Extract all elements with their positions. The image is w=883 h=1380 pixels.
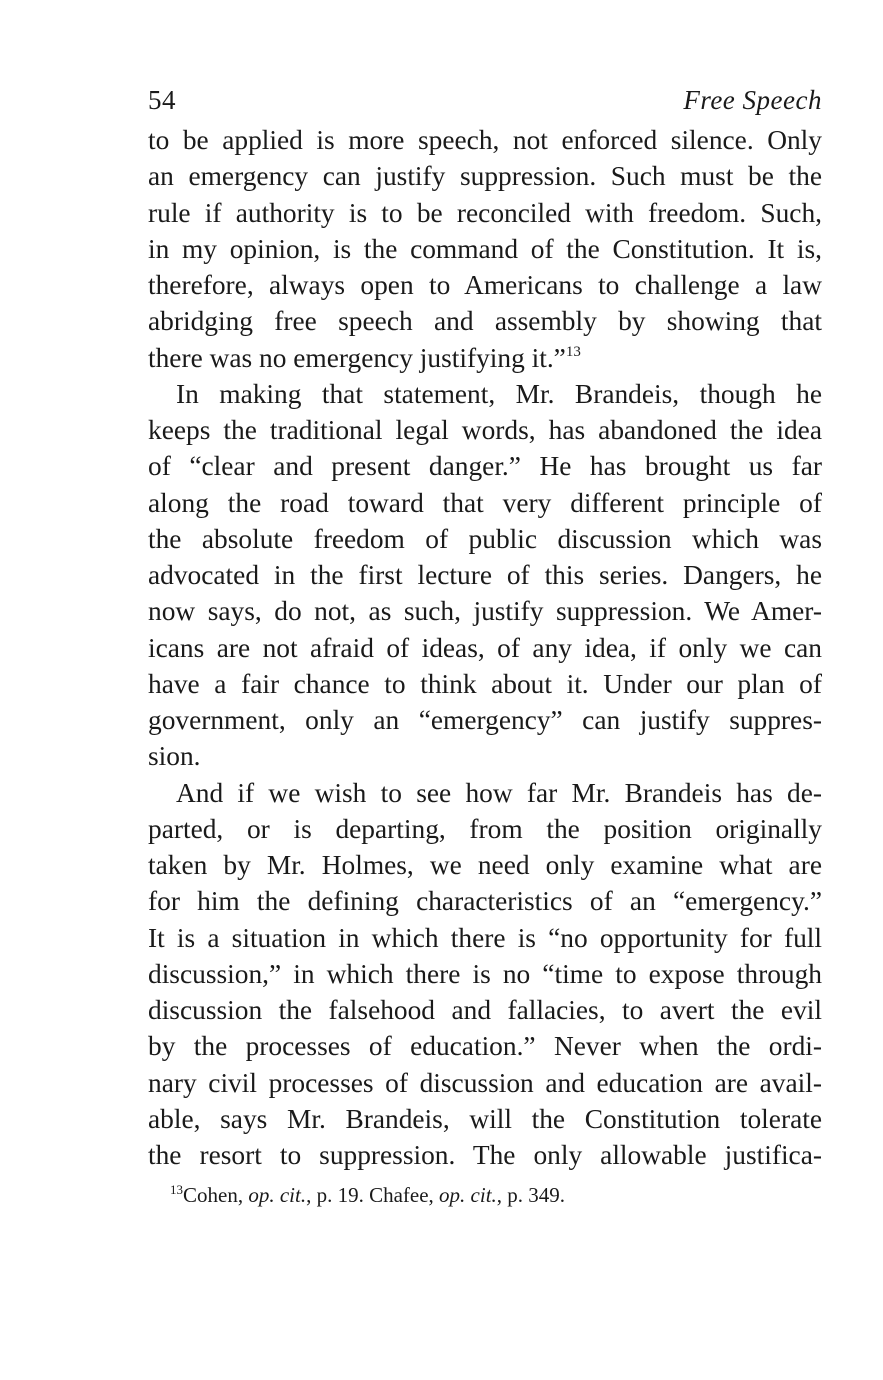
text-line: now says, do not, as such, justify suppression. We Amer- <box>148 596 822 627</box>
text-line: government, only an “emergency” can justify suppres- <box>148 705 822 735</box>
running-head <box>148 78 822 122</box>
footnote-citation: op. cit. <box>439 1183 497 1208</box>
paragraph <box>148 122 822 376</box>
text-line: icans are not afraid of ideas, of any idea, if only we can <box>148 632 822 663</box>
text-line: along the road toward that very different principle of <box>148 487 822 518</box>
text-line: sion. <box>148 741 201 772</box>
text-line: keeps the traditional legal words, has abandoned the idea <box>148 415 822 445</box>
text-line: discussion the falsehood and fallacies, to avert the evil <box>148 995 822 1025</box>
text-line: rule if authority is to be reconciled with freedom. Such, <box>148 197 822 228</box>
text-line: for him the defining characteristics of an “emergency.” <box>148 886 822 917</box>
text-line: parted, or is departing, from the position originally <box>148 813 822 844</box>
text-line: an emergency can justify suppression. Such must be the <box>148 161 822 192</box>
text-line: of “clear and present danger.” He has brought us far <box>148 451 822 482</box>
footnote-number: 13 <box>170 1182 183 1198</box>
text-line: And if we wish to see how far Mr. Brandeis has de- <box>176 777 822 808</box>
text-line: nary civil processes of discussion and education are avail- <box>148 1067 822 1098</box>
page-number: 54 <box>148 85 176 115</box>
text-line: the resort to suppression. The only allowable justifica- <box>148 1140 822 1170</box>
paragraph <box>148 775 822 1174</box>
footnote-reference: 13 <box>565 343 581 360</box>
footnote-text: , p. 19. Chafee, <box>306 1183 440 1208</box>
text-line: the absolute freedom of public discussion which was <box>148 523 822 554</box>
text-line-content: there was no emergency justifying it.” <box>148 342 566 373</box>
text-line: in my opinion, is the command of the Constitution. It is, <box>148 233 822 264</box>
text-line: In making that statement, Mr. Brandeis, though he <box>176 378 822 409</box>
text-line: to be applied is more speech, not enforced silence. Only <box>148 125 822 155</box>
text-line: advocated in the first lecture of this series. Dangers, he <box>148 560 822 590</box>
text-line: discussion,” in which there is no “time to expose through <box>148 958 822 989</box>
text-line: have a fair chance to think about it. Under our plan of <box>148 668 822 699</box>
text-line: by the processes of education.” Never when the ordi- <box>148 1031 822 1062</box>
footnote-text: , p. 349. <box>496 1183 566 1208</box>
text-line: abridging free speech and assembly by showing that <box>148 306 822 337</box>
running-title: Free Speech <box>683 85 822 115</box>
body-text <box>148 122 822 1173</box>
footnote-text: Cohen, <box>183 1183 249 1208</box>
text-line <box>148 340 822 376</box>
footnote <box>148 1181 822 1209</box>
text-line: therefore, always open to Americans to challenge a law <box>148 270 822 300</box>
text-line: taken by Mr. Holmes, we need only examine what are <box>148 850 822 880</box>
text-line: It is a situation in which there is “no opportunity for full <box>148 922 822 953</box>
book-page <box>148 78 822 1209</box>
text-line: able, says Mr. Brandeis, will the Constitution tolerate <box>148 1103 822 1134</box>
footnote-citation: op. cit. <box>248 1183 307 1208</box>
paragraph <box>148 376 822 775</box>
